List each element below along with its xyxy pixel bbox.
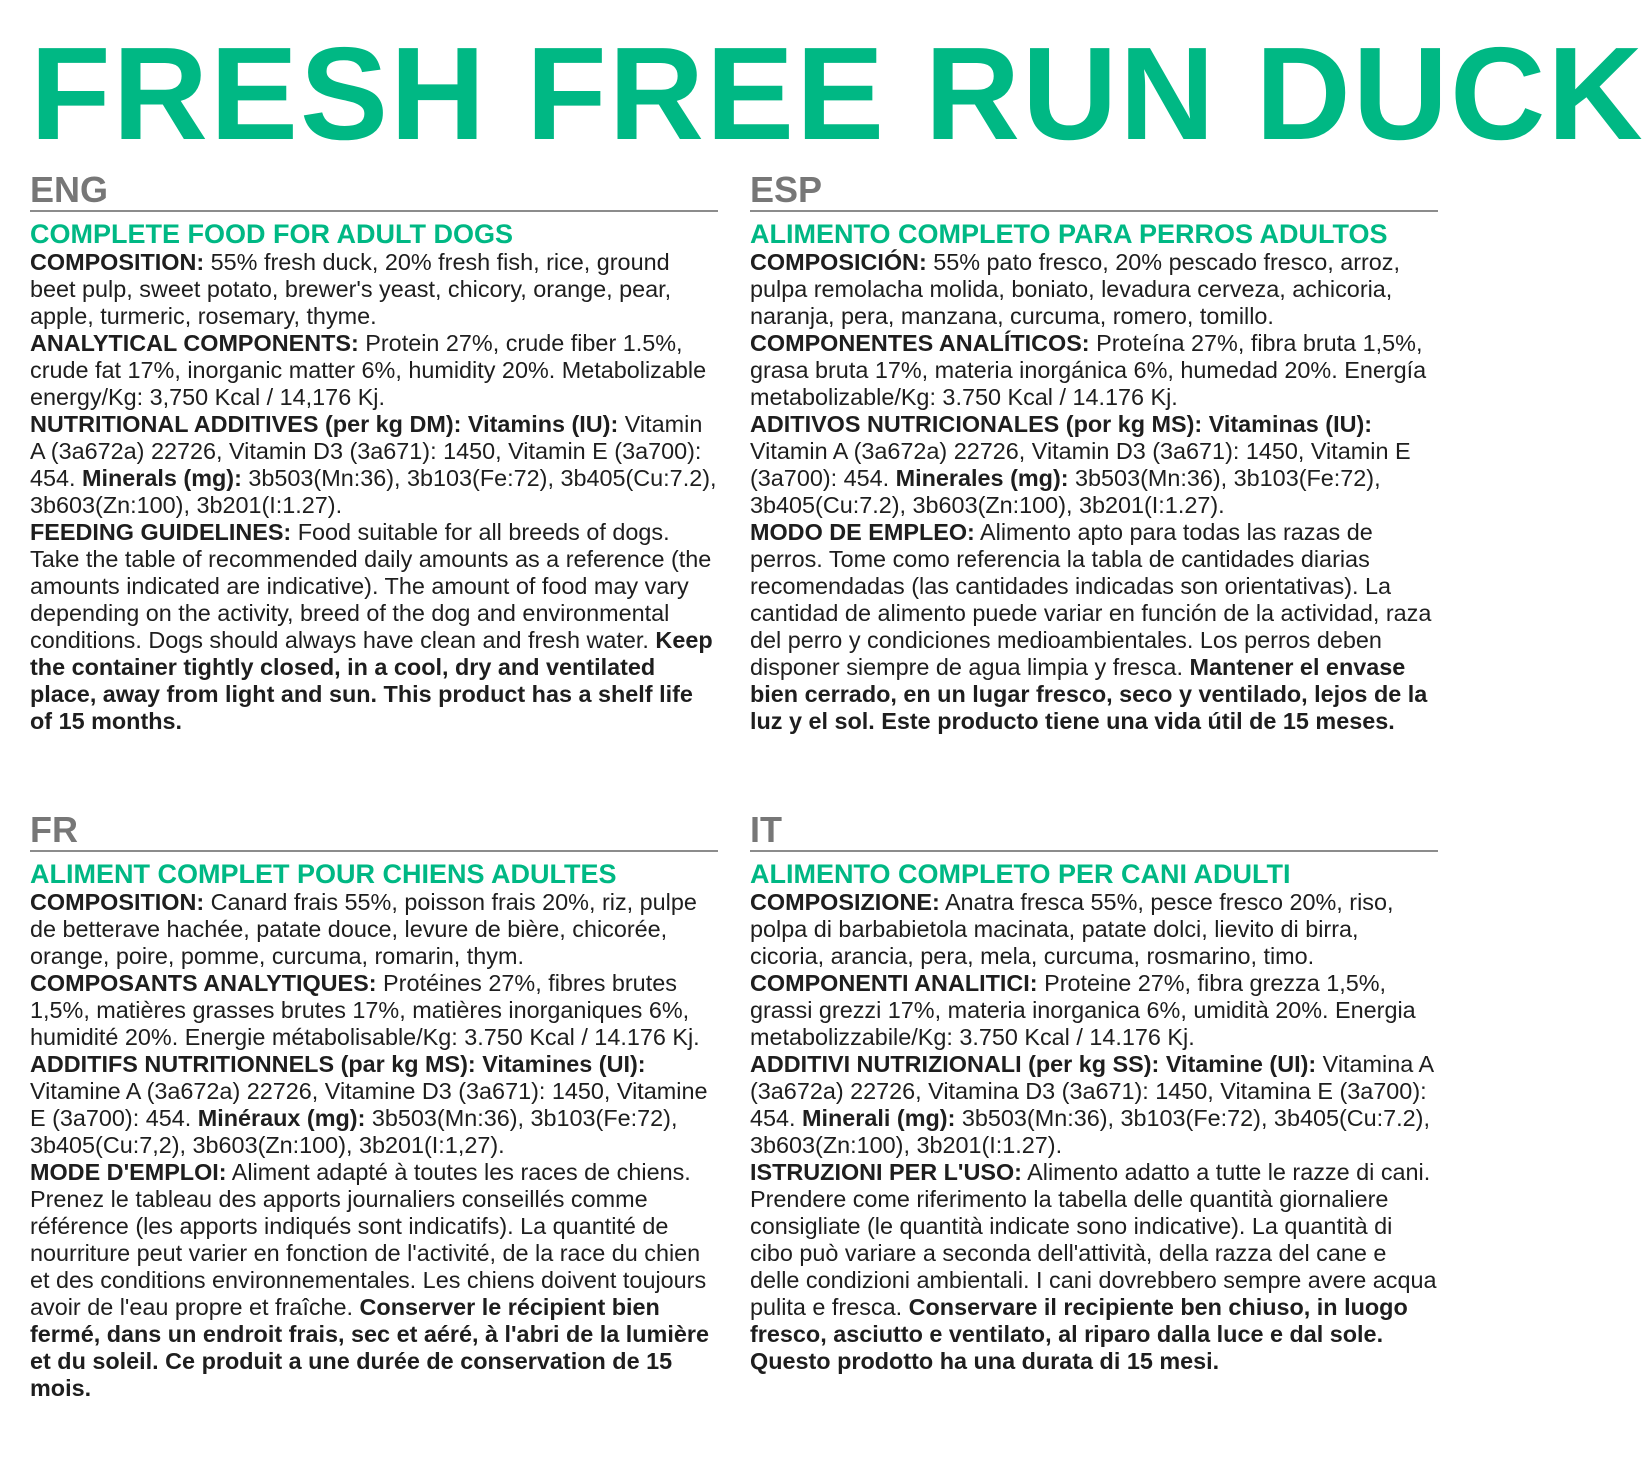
section-eng: [30, 169, 718, 735]
feeding-label: ISTRUZIONI PER L'USO:: [750, 1159, 1022, 1185]
analytical-label: COMPONENTI ANALITICI:: [750, 970, 1038, 996]
language-label: IT: [750, 812, 1438, 852]
storage-text: Conserver le récipient bien fermé, dans un endroit frais, sec et aéré, à l'abri de la lumière et du soleil. Ce produit a une durée de conservation de 15 mois.: [30, 1294, 709, 1401]
composition-label: COMPOSITION:: [30, 889, 205, 915]
minerals-label: Minéraux (mg):: [197, 1105, 366, 1131]
storage-text: Mantener el envase bien cerrado, en un lugar fresco, seco y ventilado, lejos de la luz y el sol. Este producto tiene una vida útil de 15 meses.: [750, 654, 1428, 734]
storage-text: Conservare il recipiente ben chiuso, in luogo fresco, asciutto e ventilato, al riparo dalla luce e dal sole. Questo prodotto ha una durata di 15 mesi.: [750, 1294, 1408, 1374]
section-body: [30, 249, 718, 735]
vitamins-text: Vitamin A (3a672a) 22726, Vitamin D3 (3a671): 1450, Vitamin E (3a700): 454.: [750, 438, 1411, 491]
analytical-text: Proteine 27%, fibra grezza 1,5%, grassi grezzi 17%, materia inorganica 6%, umidità 20%. Energia metabolizzabile/Kg: 3.750 Kcal / 14.176 Kj.: [750, 970, 1416, 1050]
vitamins-text: Vitamine A (3a672a) 22726, Vitamine D3 (3a671): 1450, Vitamine E (3a700): 454.: [30, 1078, 708, 1131]
section-it: [750, 809, 1438, 1375]
composition-text: Anatra fresca 55%, pesce fresco 20%, riso, polpa di barbabietola macinata, patate dolci, lievito di birra, cicoria, arancia, pera, mela, curcuma, rosmarino, timo.: [750, 889, 1394, 969]
section-esp: [750, 169, 1438, 735]
feeding-text: Alimento apto para todas las razas de perros. Tome como referencia la tabla de cantidades diarias recomendadas (las cantidades indicadas son orientativas). La cantidad de alimento puede variar en función de la actividad, raza del perro y condiciones medioambientales. Los perros deben disponer siempre de agua limpia y fresca.: [750, 519, 1432, 680]
composition-text: Canard frais 55%, poisson frais 20%, riz, pulpe de betterave hachée, patate douce, levure de bière, chicorée, orange, poire, pomme, curcuma, romarin, thym.: [30, 889, 697, 969]
product-title: FRESH FREE RUN DUCK: [30, 20, 1645, 167]
language-label: ENG: [30, 172, 718, 212]
feeding-label: MODO DE EMPLEO:: [750, 519, 975, 545]
section-body: [30, 889, 718, 1402]
vitamins-text: Vitamin A (3a672a) 22726, Vitamin D3 (3a671): 1450, Vitamin E (3a700): 454.: [30, 411, 703, 491]
feeding-text: Food suitable for all breeds of dogs. Take the table of recommended daily amounts as a reference (the amounts indicated are indicative). The amount of food may vary depending on the activity, breed of the dog and environmental conditions. Dogs should always have clean and fresh water.: [30, 519, 712, 653]
additives-label: ADITIVOS NUTRICIONALES (por kg MS): Vitaminas (IU):: [750, 411, 1373, 437]
composition-label: COMPOSIZIONE:: [750, 889, 940, 915]
additives-label: ADDITIFS NUTRITIONNELS (par kg MS): Vitamines (UI):: [30, 1051, 646, 1077]
minerals-label: Minerales (mg):: [895, 465, 1069, 491]
analytical-text: Protein 27%, crude fiber 1.5%, crude fat 17%, inorganic matter 6%, humidity 20%. Metabolizable energy/Kg: 3,750 Kcal / 14,176 Kj.: [30, 330, 707, 410]
analytical-label: COMPONENTES ANALÍTICOS:: [750, 330, 1090, 356]
section-body: [750, 249, 1438, 735]
analytical-label: COMPOSANTS ANALYTIQUES:: [30, 970, 377, 996]
composition-text: 55% pato fresco, 20% pescado fresco, arroz, pulpa remolacha molida, boniato, levadura cerveza, achicoria, naranja, pera, manzana, curcuma, romero, tomillo.: [750, 249, 1400, 329]
analytical-text: Proteína 27%, fibra bruta 1,5%, grasa bruta 17%, materia inorgánica 6%, humedad 20%. Energía metabolizable/Kg: 3.750 Kcal / 14.176 Kj.: [750, 330, 1427, 410]
minerals-text: 3b503(Mn:36), 3b103(Fe:72), 3b405(Cu:7,2), 3b603(Zn:100), 3b201(I:1,27).: [30, 1105, 678, 1158]
minerals-text: 3b503(Mn:36), 3b103(Fe:72), 3b405(Cu:7.2), 3b603(Zn:100), 3b201(I:1.27).: [30, 465, 717, 518]
minerals-label: Minerals (mg):: [82, 465, 242, 491]
analytical-label: ANALYTICAL COMPONENTS:: [30, 330, 359, 356]
minerals-text: 3b503(Mn:36), 3b103(Fe:72), 3b405(Cu:7.2), 3b603(Zn:100), 3b201(I:1.27).: [750, 465, 1381, 518]
composition-label: COMPOSICIÓN:: [750, 249, 927, 275]
language-label: ESP: [750, 172, 1438, 212]
section-subtitle: ALIMENTO COMPLETO PER CANI ADULTI: [750, 859, 1291, 889]
section-subtitle: ALIMENTO COMPLETO PARA PERROS ADULTOS: [750, 219, 1388, 249]
feeding-label: FEEDING GUIDELINES:: [30, 519, 292, 545]
feeding-text: Aliment adapté à toutes les races de chiens. Prenez le tableau des apports journaliers conseillés comme référence (les apports indiqués sont indicatifs). La quantité de nourriture peut varier en fonction de l'activité, de la race du chien et des conditions environnementales. Les chiens doivent toujours avoir de l'eau propre et fraîche.: [30, 1159, 707, 1320]
minerals-text: 3b503(Mn:36), 3b103(Fe:72), 3b405(Cu:7.2), 3b603(Zn:100), 3b201(I:1.27).: [750, 1105, 1430, 1158]
minerals-label: Minerali (mg):: [802, 1105, 956, 1131]
feeding-text: Alimento adatto a tutte le razze di cani. Prendere come riferimento la tabella delle quantità giornaliere consigliate (le quantità indicate sono indicative). La quantità di cibo può variare a seconda dell'attività, della razza del cane e delle condizioni ambientali. I cani dovrebbero sempre avere acqua pulita e fresca.: [750, 1159, 1437, 1320]
analytical-text: Protéines 27%, fibres brutes 1,5%, matières grasses brutes 17%, matières inorganiques 6%, humidité 20%. Energie métabolisable/Kg: 3.750 Kcal / 14.176 Kj.: [30, 970, 700, 1050]
language-label: FR: [30, 812, 718, 852]
section-subtitle: COMPLETE FOOD FOR ADULT DOGS: [30, 219, 513, 249]
composition-text: 55% fresh duck, 20% fresh fish, rice, ground beet pulp, sweet potato, brewer's yeast, chicory, orange, pear, apple, turmeric, rosemary, thyme.: [30, 249, 672, 329]
section-body: [750, 889, 1438, 1375]
storage-text: Keep the container tightly closed, in a cool, dry and ventilated place, away from light and sun. This product has a shelf life of 15 months.: [30, 627, 713, 734]
composition-label: COMPOSITION:: [30, 249, 205, 275]
section-subtitle: ALIMENT COMPLET POUR CHIENS ADULTES: [30, 859, 617, 889]
vitamins-text: Vitamina A (3a672a) 22726, Vitamina D3 (3a671): 1450, Vitamina E (3a700): 454.: [750, 1051, 1433, 1131]
additives-label: ADDITIVI NUTRIZIONALI (per kg SS): Vitamine (UI):: [750, 1051, 1317, 1077]
additives-label: NUTRITIONAL ADDITIVES (per kg DM): Vitamins (IU):: [30, 411, 619, 437]
feeding-label: MODE D'EMPLOI:: [30, 1159, 227, 1185]
section-fr: [30, 809, 718, 1402]
